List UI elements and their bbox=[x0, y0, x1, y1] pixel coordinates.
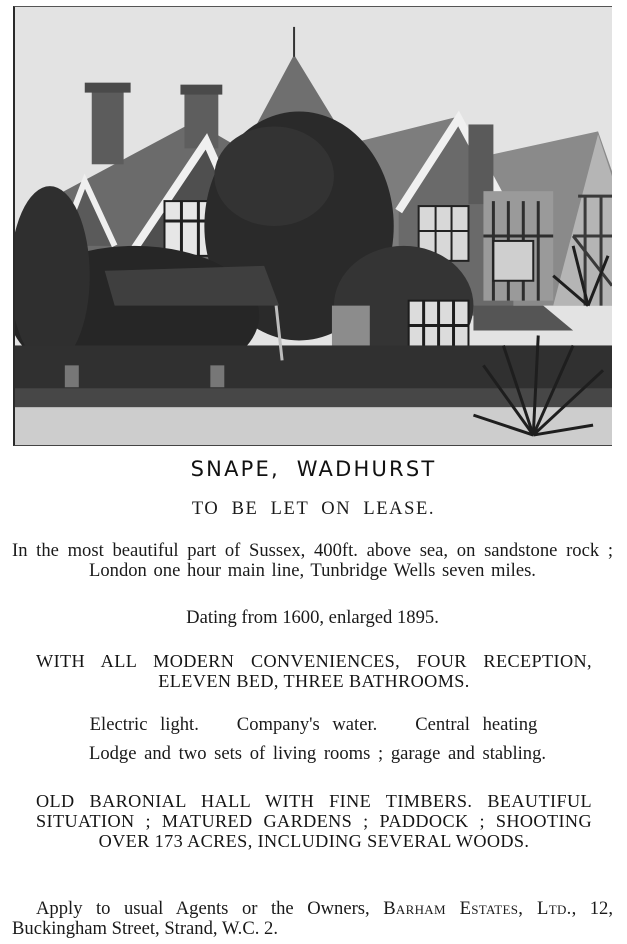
services-line bbox=[0, 714, 627, 736]
house-photo-illustration bbox=[15, 7, 612, 445]
contact-paragraph bbox=[12, 899, 613, 938]
owner-company: Barham Estates, Ltd. bbox=[383, 898, 572, 919]
dating-line: Dating from 1600, enlarged 1895. bbox=[186, 607, 439, 628]
lease-subtitle: TO BE LET ON LEASE. bbox=[191, 499, 436, 519]
location-description: In the most beautiful part of Sussex, 400ft. above sea, on sandstone rock ; London one hour main line, Tunbridge Wells seven miles. bbox=[12, 540, 613, 581]
grounds-features: OLD BARONIAL HALL WITH FINE TIMBERS. BEAUTIFUL SITUATION ; MATURED GARDENS ; PADDOCK ; SHOOTING OVER 173 ACRES, INCLUDING SEVERAL WOODS. bbox=[36, 791, 592, 851]
property-title: SNAPE, WADHURST bbox=[190, 457, 437, 481]
contact-prefix: Apply to usual Agents or the Owners, bbox=[36, 898, 384, 919]
accommodation-features: WITH ALL MODERN CONVENIENCES, FOUR RECEPTION, ELEVEN BED, THREE BATHROOMS. bbox=[36, 651, 592, 691]
services-text: Electric light. Company's water. Central heating bbox=[89, 714, 538, 735]
contact-address: , 12, Buckingham Street, Strand, W.C. 2. bbox=[12, 898, 613, 939]
house-photograph bbox=[13, 6, 612, 446]
outbuildings-line: Lodge and two sets of living rooms ; garage and stabling. bbox=[88, 743, 547, 764]
